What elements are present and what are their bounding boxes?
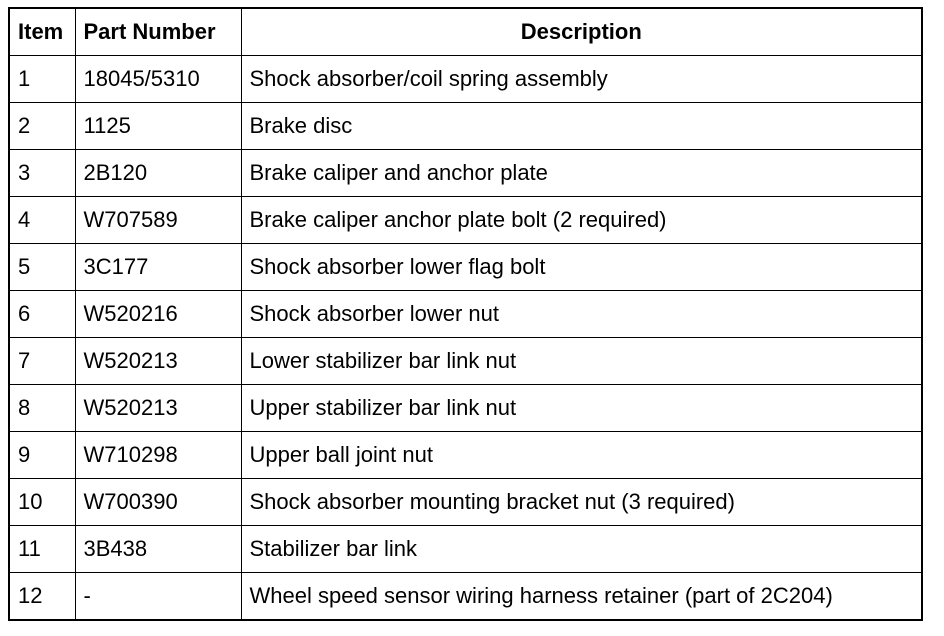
description-cell: Stabilizer bar link [241, 526, 922, 573]
item-cell: 12 [9, 573, 75, 621]
table-row [9, 526, 922, 573]
description-cell: Upper ball joint nut [241, 432, 922, 479]
description-cell: Shock absorber lower nut [241, 291, 922, 338]
part-number-cell: 18045/5310 [75, 56, 241, 103]
description-cell: Lower stabilizer bar link nut [241, 338, 922, 385]
table-header [9, 8, 922, 56]
part-number-cell: 2B120 [75, 150, 241, 197]
header-row [9, 8, 922, 56]
table-body [9, 56, 922, 621]
table-row [9, 291, 922, 338]
item-cell: 6 [9, 291, 75, 338]
description-cell: Shock absorber lower flag bolt [241, 244, 922, 291]
table-row [9, 432, 922, 479]
table-row [9, 244, 922, 291]
part-number-cell: W710298 [75, 432, 241, 479]
column-header-item: Item [9, 8, 75, 56]
item-cell: 9 [9, 432, 75, 479]
part-number-cell: 3B438 [75, 526, 241, 573]
part-number-cell: 3C177 [75, 244, 241, 291]
column-header-description: Description [241, 8, 922, 56]
table-row [9, 56, 922, 103]
item-cell: 3 [9, 150, 75, 197]
description-cell: Brake caliper anchor plate bolt (2 required) [241, 197, 922, 244]
table-row [9, 103, 922, 150]
item-cell: 11 [9, 526, 75, 573]
parts-table [8, 7, 923, 621]
table-row [9, 197, 922, 244]
part-number-cell: 1125 [75, 103, 241, 150]
table-row [9, 479, 922, 526]
part-number-cell: W707589 [75, 197, 241, 244]
item-cell: 8 [9, 385, 75, 432]
item-cell: 2 [9, 103, 75, 150]
description-cell: Upper stabilizer bar link nut [241, 385, 922, 432]
table-row [9, 573, 922, 621]
part-number-cell: - [75, 573, 241, 621]
table-row [9, 385, 922, 432]
item-cell: 10 [9, 479, 75, 526]
description-cell: Shock absorber mounting bracket nut (3 required) [241, 479, 922, 526]
part-number-cell: W520213 [75, 385, 241, 432]
description-cell: Brake caliper and anchor plate [241, 150, 922, 197]
item-cell: 7 [9, 338, 75, 385]
item-cell: 4 [9, 197, 75, 244]
item-cell: 5 [9, 244, 75, 291]
part-number-cell: W520213 [75, 338, 241, 385]
item-cell: 1 [9, 56, 75, 103]
description-cell: Wheel speed sensor wiring harness retainer (part of 2C204) [241, 573, 922, 621]
description-cell: Brake disc [241, 103, 922, 150]
part-number-cell: W520216 [75, 291, 241, 338]
table-row [9, 150, 922, 197]
part-number-cell: W700390 [75, 479, 241, 526]
column-header-part-number: Part Number [75, 8, 241, 56]
description-cell: Shock absorber/coil spring assembly [241, 56, 922, 103]
table-row [9, 338, 922, 385]
